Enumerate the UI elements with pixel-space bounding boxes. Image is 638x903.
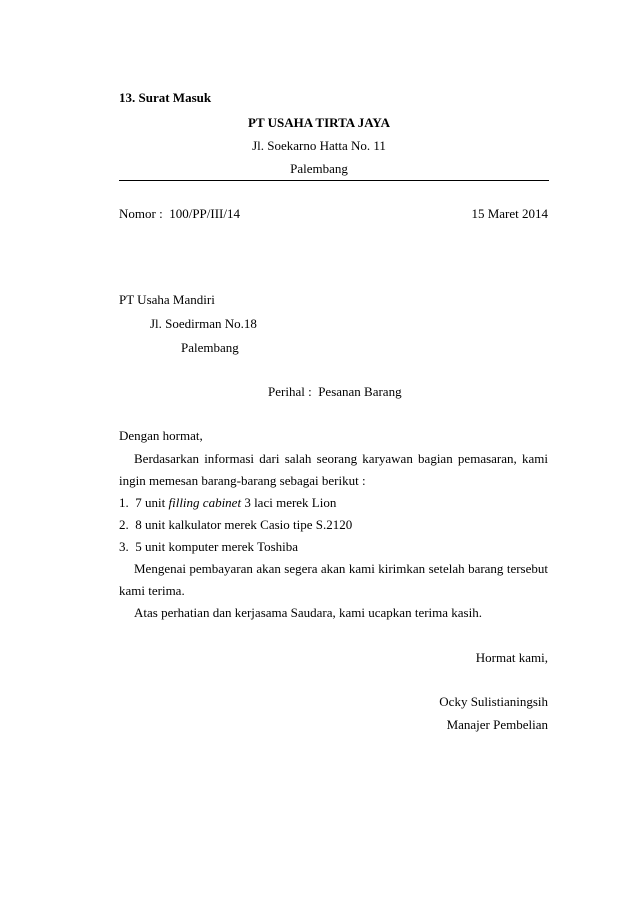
salutation: Dengan hormat, bbox=[119, 428, 203, 443]
subject-line bbox=[268, 384, 402, 400]
list-item bbox=[119, 517, 352, 533]
recipient-address: Jl. Soedirman No.18 bbox=[150, 316, 257, 331]
subject-value: Pesanan Barang bbox=[318, 384, 402, 399]
intro-line-1: Berdasarkan informasi dari salah seorang karyawan bagian pemasaran, kami bbox=[134, 451, 548, 466]
letter-number bbox=[119, 206, 240, 222]
letterhead-address: Jl. Soekarno Hatta No. 11 bbox=[252, 138, 386, 153]
nomor-label: Nomor : bbox=[119, 206, 163, 221]
list-item-text-tail: 3 laci merek Lion bbox=[241, 495, 337, 510]
letter-date: 15 Maret 2014 bbox=[471, 206, 548, 221]
signature-title: Manajer Pembelian bbox=[446, 717, 548, 732]
intro-line-2: ingin memesan barang-barang sebagai berikut : bbox=[119, 473, 366, 488]
payment-line-1: Mengenai pembayaran akan segera akan kami kirimkan setelah barang tersebut bbox=[134, 561, 548, 576]
recipient-city: Palembang bbox=[181, 340, 239, 355]
payment-line-2: kami terima. bbox=[119, 583, 185, 598]
nomor-value: 100/PP/III/14 bbox=[169, 206, 240, 221]
section-title: 13. Surat Masuk bbox=[119, 90, 212, 105]
letterhead-city: Palembang bbox=[290, 161, 348, 176]
list-item-number: 1. bbox=[119, 495, 129, 510]
letterhead-company: PT USAHA TIRTA JAYA bbox=[248, 115, 390, 130]
signature-name: Ocky Sulistianingsih bbox=[439, 694, 548, 709]
list-item-italic: filling cabinet bbox=[168, 495, 242, 510]
list-item-number: 3. bbox=[119, 539, 129, 554]
list-item-text: 7 unit bbox=[135, 495, 169, 510]
letterhead-divider bbox=[119, 180, 549, 181]
list-item-text: 5 unit komputer merek Toshiba bbox=[135, 539, 299, 554]
closing-line: Atas perhatian dan kerjasama Saudara, kami ucapkan terima kasih. bbox=[134, 605, 482, 620]
list-item-text: 8 unit kalkulator merek Casio tipe S.2120 bbox=[135, 517, 353, 532]
recipient-name: PT Usaha Mandiri bbox=[119, 292, 215, 307]
list-item bbox=[119, 539, 298, 555]
list-item-number: 2. bbox=[119, 517, 129, 532]
signature-closing: Hormat kami, bbox=[475, 650, 548, 665]
list-item bbox=[119, 495, 336, 511]
subject-label: Perihal : bbox=[268, 384, 312, 399]
